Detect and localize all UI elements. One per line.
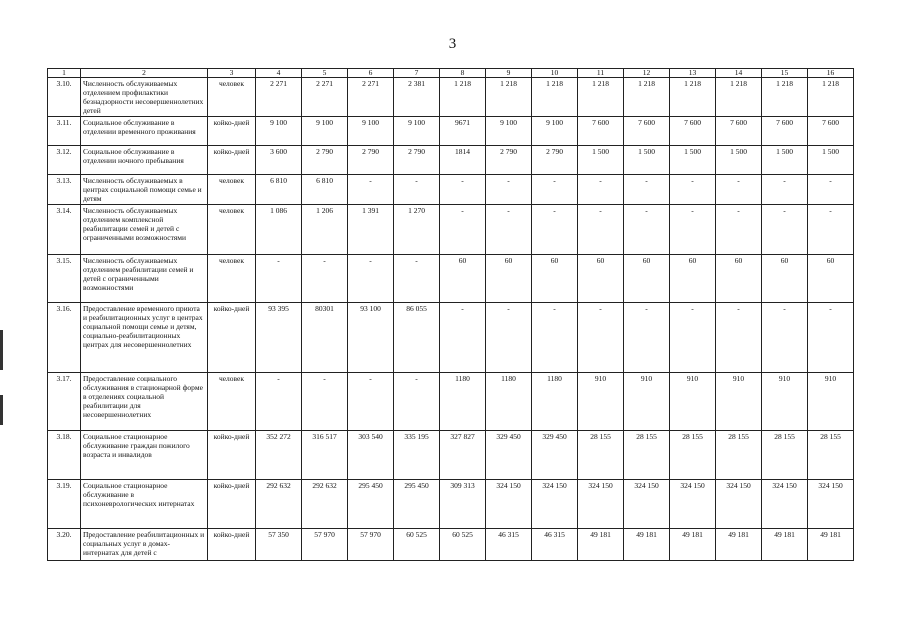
row-indicator-name: Социальное стационарное обслуживание граждан пожилого возраста и инвалидов	[81, 431, 208, 480]
row-value-cell: 60	[486, 255, 532, 303]
row-value-cell: -	[624, 205, 670, 255]
row-value-cell: -	[624, 175, 670, 205]
row-value-cell: 7 600	[670, 117, 716, 146]
row-value-cell: -	[440, 175, 486, 205]
row-value-cell: -	[532, 175, 578, 205]
table-row	[48, 303, 854, 373]
column-header: 9	[486, 69, 532, 78]
column-header: 7	[394, 69, 440, 78]
row-value-cell: 60	[762, 255, 808, 303]
row-value-cell: -	[716, 303, 762, 373]
row-value-cell: 86 055	[394, 303, 440, 373]
row-indicator-name: Социальное обслуживание в отделении временного проживания	[81, 117, 208, 146]
row-value-cell: 1 270	[394, 205, 440, 255]
row-value-cell: 60 525	[394, 529, 440, 561]
row-value-cell: 6 810	[256, 175, 302, 205]
row-value-cell: 316 517	[302, 431, 348, 480]
table-row	[48, 175, 854, 205]
column-header: 8	[440, 69, 486, 78]
row-number: 3.10.	[48, 78, 81, 117]
row-number: 3.13.	[48, 175, 81, 205]
row-value-cell: -	[256, 373, 302, 431]
row-indicator-name: Численность обслуживаемых в центрах социальной помощи семье и детям	[81, 175, 208, 205]
row-number: 3.14.	[48, 205, 81, 255]
column-header: 10	[532, 69, 578, 78]
row-value-cell: 1 218	[670, 78, 716, 117]
row-value-cell: 9 100	[486, 117, 532, 146]
row-value-cell: 28 155	[808, 431, 854, 480]
row-number: 3.11.	[48, 117, 81, 146]
column-header: 12	[624, 69, 670, 78]
row-value-cell: 49 181	[578, 529, 624, 561]
table-row	[48, 431, 854, 480]
row-value-cell: 324 150	[532, 480, 578, 529]
row-value-cell: 49 181	[716, 529, 762, 561]
row-value-cell: -	[486, 205, 532, 255]
row-value-cell: 1 500	[624, 146, 670, 175]
row-value-cell: 80301	[302, 303, 348, 373]
row-value-cell: 295 450	[394, 480, 440, 529]
row-value-cell: 1 218	[624, 78, 670, 117]
row-value-cell: -	[808, 303, 854, 373]
row-value-cell: 1 500	[670, 146, 716, 175]
row-value-cell: 6 810	[302, 175, 348, 205]
row-value-cell: -	[394, 255, 440, 303]
table-header-row	[48, 69, 854, 78]
row-value-cell: 60	[716, 255, 762, 303]
column-header: 14	[716, 69, 762, 78]
row-value-cell: 910	[716, 373, 762, 431]
row-unit: койко-дней	[208, 480, 256, 529]
column-header: 15	[762, 69, 808, 78]
row-value-cell: 57 350	[256, 529, 302, 561]
row-value-cell: 1180	[532, 373, 578, 431]
row-value-cell: 2 790	[486, 146, 532, 175]
scan-edge-mark	[0, 395, 3, 425]
row-value-cell: 49 181	[624, 529, 670, 561]
row-number: 3.19.	[48, 480, 81, 529]
table-row	[48, 373, 854, 431]
row-value-cell: 57 970	[302, 529, 348, 561]
row-value-cell: 2 790	[348, 146, 394, 175]
row-value-cell: -	[808, 205, 854, 255]
column-header: 11	[578, 69, 624, 78]
row-number: 3.17.	[48, 373, 81, 431]
row-unit: койко-дней	[208, 431, 256, 480]
row-value-cell: 28 155	[624, 431, 670, 480]
table-body	[48, 78, 854, 561]
row-value-cell: 1 218	[532, 78, 578, 117]
row-value-cell: 1 500	[762, 146, 808, 175]
row-value-cell: 2 790	[394, 146, 440, 175]
row-value-cell: 9 100	[394, 117, 440, 146]
row-value-cell: 324 150	[808, 480, 854, 529]
row-value-cell: -	[532, 205, 578, 255]
row-unit: койко-дней	[208, 146, 256, 175]
row-value-cell: 2 790	[302, 146, 348, 175]
row-value-cell: 1180	[440, 373, 486, 431]
row-number: 3.18.	[48, 431, 81, 480]
row-value-cell: 60	[440, 255, 486, 303]
column-header: 16	[808, 69, 854, 78]
row-value-cell: -	[716, 175, 762, 205]
row-value-cell: 9671	[440, 117, 486, 146]
row-value-cell: 60	[670, 255, 716, 303]
row-value-cell: 327 827	[440, 431, 486, 480]
row-indicator-name: Предоставление социального обслуживания в стационарной форме в отделениях социальной реабилитации для несовершеннолетних	[81, 373, 208, 431]
row-value-cell: 28 155	[670, 431, 716, 480]
row-indicator-name: Предоставление временного приюта и реабилитационных услуг в центрах социальной помощи семье и детям, социально-реабилитационных центрах для несовершеннолетних	[81, 303, 208, 373]
row-unit: человек	[208, 255, 256, 303]
row-value-cell: -	[762, 205, 808, 255]
table-row	[48, 78, 854, 117]
row-value-cell: -	[670, 175, 716, 205]
row-value-cell: 28 155	[716, 431, 762, 480]
row-value-cell: 93 100	[348, 303, 394, 373]
row-value-cell: 324 150	[578, 480, 624, 529]
row-number: 3.15.	[48, 255, 81, 303]
table-row	[48, 205, 854, 255]
row-value-cell: 1 206	[302, 205, 348, 255]
row-value-cell: -	[716, 205, 762, 255]
row-value-cell: 295 450	[348, 480, 394, 529]
row-value-cell: 324 150	[624, 480, 670, 529]
row-value-cell: 1 218	[808, 78, 854, 117]
row-value-cell: -	[624, 303, 670, 373]
page-number: 3	[448, 36, 457, 52]
row-unit: человек	[208, 205, 256, 255]
row-value-cell: -	[762, 303, 808, 373]
row-value-cell: -	[348, 175, 394, 205]
row-indicator-name: Социальное стационарное обслуживание в психоневрологических интернатах	[81, 480, 208, 529]
table-row	[48, 480, 854, 529]
row-indicator-name: Численность обслуживаемых отделением комплексной реабилитации семей и детей с ограниченными возможностями	[81, 205, 208, 255]
row-number: 3.12.	[48, 146, 81, 175]
row-value-cell: -	[348, 373, 394, 431]
row-unit: человек	[208, 78, 256, 117]
row-value-cell: 7 600	[578, 117, 624, 146]
row-value-cell: -	[440, 205, 486, 255]
row-value-cell: 7 600	[716, 117, 762, 146]
column-header: 1	[48, 69, 81, 78]
row-value-cell: -	[670, 303, 716, 373]
row-value-cell: -	[394, 373, 440, 431]
row-value-cell: 1 218	[716, 78, 762, 117]
row-indicator-name: Численность обслуживаемых отделением профилактики безнадзорности несовершеннолетних детей	[81, 78, 208, 117]
row-value-cell: 46 315	[532, 529, 578, 561]
column-header: 6	[348, 69, 394, 78]
row-value-cell: 57 970	[348, 529, 394, 561]
row-value-cell: 1 500	[578, 146, 624, 175]
row-value-cell: 1 218	[762, 78, 808, 117]
table-row	[48, 146, 854, 175]
row-number: 3.16.	[48, 303, 81, 373]
row-value-cell: 2 271	[256, 78, 302, 117]
row-value-cell: 303 540	[348, 431, 394, 480]
row-value-cell: 1 218	[578, 78, 624, 117]
row-value-cell: 292 632	[256, 480, 302, 529]
row-value-cell: 1 218	[486, 78, 532, 117]
row-value-cell: 1180	[486, 373, 532, 431]
row-value-cell: -	[762, 175, 808, 205]
row-value-cell: 1 500	[808, 146, 854, 175]
row-indicator-name: Численность обслуживаемых отделением реабилитации семей и детей с ограниченными возможностями	[81, 255, 208, 303]
row-indicator-name: Социальное обслуживание в отделении ночного пребывания	[81, 146, 208, 175]
row-value-cell: 93 395	[256, 303, 302, 373]
row-value-cell: 910	[624, 373, 670, 431]
row-indicator-name: Предоставление реабилитационных и социальных услуг в домах-интернатах для детей с	[81, 529, 208, 561]
row-value-cell: -	[348, 255, 394, 303]
row-value-cell: 9 100	[256, 117, 302, 146]
row-value-cell: 9 100	[532, 117, 578, 146]
row-value-cell: 9 100	[348, 117, 394, 146]
row-value-cell: -	[578, 205, 624, 255]
row-value-cell: 7 600	[624, 117, 670, 146]
row-value-cell: -	[302, 255, 348, 303]
row-unit: койко-дней	[208, 303, 256, 373]
row-value-cell: -	[486, 175, 532, 205]
row-value-cell: 28 155	[578, 431, 624, 480]
table-row	[48, 117, 854, 146]
row-value-cell: 910	[762, 373, 808, 431]
column-header: 5	[302, 69, 348, 78]
row-value-cell: 49 181	[670, 529, 716, 561]
row-value-cell: 292 632	[302, 480, 348, 529]
row-value-cell: 60	[624, 255, 670, 303]
data-table-container	[47, 68, 853, 561]
row-value-cell: 60	[532, 255, 578, 303]
column-header: 3	[208, 69, 256, 78]
row-value-cell: 28 155	[762, 431, 808, 480]
row-value-cell: 2 790	[532, 146, 578, 175]
row-value-cell: 1 391	[348, 205, 394, 255]
row-value-cell: 49 181	[762, 529, 808, 561]
row-value-cell: 324 150	[716, 480, 762, 529]
row-number: 3.20.	[48, 529, 81, 561]
row-value-cell: 329 450	[486, 431, 532, 480]
row-value-cell: -	[532, 303, 578, 373]
row-value-cell: 309 313	[440, 480, 486, 529]
row-unit: койко-дней	[208, 117, 256, 146]
row-value-cell: 335 195	[394, 431, 440, 480]
row-unit: человек	[208, 175, 256, 205]
row-value-cell: 1 086	[256, 205, 302, 255]
row-value-cell: 910	[670, 373, 716, 431]
column-header: 13	[670, 69, 716, 78]
row-value-cell: 324 150	[670, 480, 716, 529]
row-value-cell: 2 271	[348, 78, 394, 117]
column-header: 2	[81, 69, 208, 78]
column-header: 4	[256, 69, 302, 78]
row-value-cell: 3 600	[256, 146, 302, 175]
row-value-cell: 7 600	[762, 117, 808, 146]
row-value-cell: 60	[808, 255, 854, 303]
row-unit: человек	[208, 373, 256, 431]
row-value-cell: -	[578, 303, 624, 373]
row-value-cell: 60	[578, 255, 624, 303]
row-value-cell: -	[670, 205, 716, 255]
row-value-cell: 324 150	[486, 480, 532, 529]
row-value-cell: 60 525	[440, 529, 486, 561]
row-value-cell: 7 600	[808, 117, 854, 146]
table-row	[48, 529, 854, 561]
row-value-cell: 2 381	[394, 78, 440, 117]
row-value-cell: 352 272	[256, 431, 302, 480]
table-row	[48, 255, 854, 303]
row-value-cell: 910	[578, 373, 624, 431]
row-value-cell: 1 500	[716, 146, 762, 175]
row-value-cell: 910	[808, 373, 854, 431]
row-value-cell: -	[808, 175, 854, 205]
row-value-cell: -	[440, 303, 486, 373]
row-value-cell: 1814	[440, 146, 486, 175]
row-unit: койко-дней	[208, 529, 256, 561]
row-value-cell: 2 271	[302, 78, 348, 117]
row-value-cell: -	[302, 373, 348, 431]
row-value-cell: 46 315	[486, 529, 532, 561]
row-value-cell: -	[256, 255, 302, 303]
scan-edge-mark	[0, 330, 3, 370]
row-value-cell: -	[578, 175, 624, 205]
row-value-cell: 329 450	[532, 431, 578, 480]
row-value-cell: 324 150	[762, 480, 808, 529]
row-value-cell: 49 181	[808, 529, 854, 561]
row-value-cell: -	[486, 303, 532, 373]
row-value-cell: 9 100	[302, 117, 348, 146]
data-table	[47, 68, 854, 561]
row-value-cell: -	[394, 175, 440, 205]
row-value-cell: 1 218	[440, 78, 486, 117]
